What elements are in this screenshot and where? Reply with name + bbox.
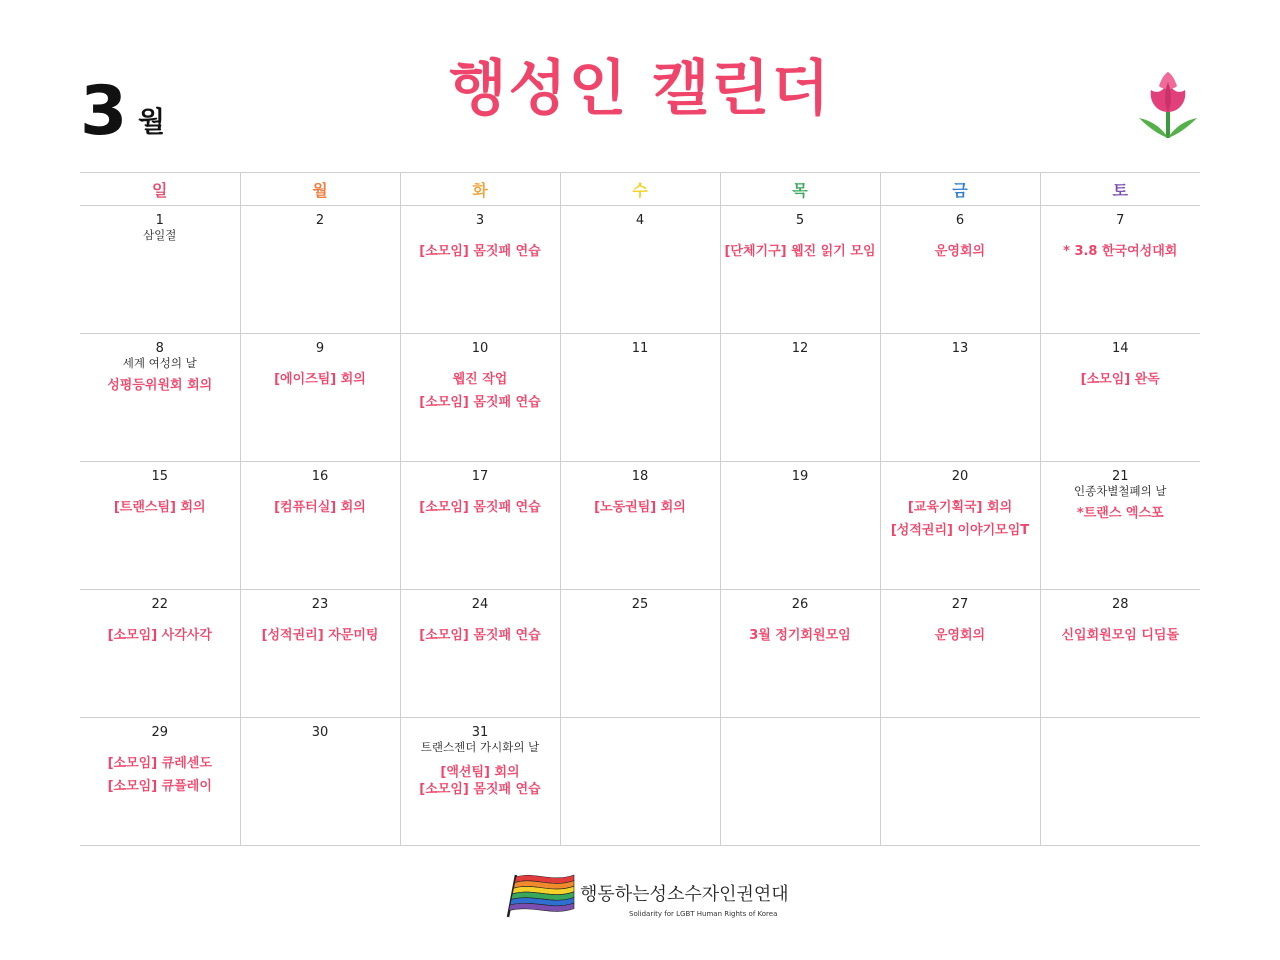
event-item[interactable]: [성적권리] 자문미팅 — [261, 628, 379, 643]
event-item[interactable]: [소모임] 몸짓패 연습 — [419, 628, 541, 643]
event-item[interactable]: 운영회의 — [934, 628, 986, 643]
day-number: 12 — [791, 341, 809, 356]
event-item[interactable]: [소모임] 큐레센도 — [107, 756, 212, 771]
event-list — [881, 496, 1040, 542]
day-cell[interactable] — [400, 334, 560, 462]
calendar-title: 행성인 캘린더 — [448, 54, 832, 124]
day-cell[interactable] — [1040, 206, 1200, 334]
event-list — [721, 240, 880, 263]
day-cell[interactable] — [880, 590, 1040, 718]
day-number: 21 — [1111, 469, 1129, 484]
day-number: 29 — [151, 725, 169, 740]
event-list — [1041, 240, 1201, 263]
day-cell[interactable] — [240, 590, 400, 718]
day-number: 26 — [791, 597, 809, 612]
event-list — [241, 368, 400, 391]
event-item[interactable]: [소모임] 큐플레이 — [107, 779, 212, 794]
day-cell[interactable] — [880, 334, 1040, 462]
event-list — [881, 240, 1040, 263]
holiday-label: 삼일절 — [143, 228, 177, 242]
day-cell[interactable] — [80, 462, 240, 590]
tulip-icon — [1133, 68, 1203, 142]
weekday-header: 금 — [880, 173, 1040, 206]
event-list — [1041, 624, 1201, 647]
holiday-label: 세계 여성의 날 — [122, 356, 197, 370]
day-number: 3 — [475, 213, 485, 228]
event-list — [401, 764, 560, 798]
day-cell[interactable] — [880, 206, 1040, 334]
day-number: 30 — [311, 725, 329, 740]
event-item[interactable]: [교육기획국] 회의 — [907, 500, 1013, 515]
event-item[interactable]: 성평등위원회 회의 — [107, 378, 213, 393]
week-row — [80, 334, 1200, 462]
day-number: 8 — [155, 341, 164, 356]
day-cell[interactable] — [720, 206, 880, 334]
day-cell[interactable] — [1040, 334, 1200, 462]
day-cell[interactable] — [240, 206, 400, 334]
day-number: 11 — [631, 341, 649, 356]
day-number: 23 — [311, 597, 329, 612]
day-cell[interactable] — [240, 718, 400, 846]
day-number: 31 — [471, 725, 489, 740]
event-list — [80, 752, 240, 798]
day-number: 2 — [315, 213, 325, 228]
day-number: 14 — [1111, 341, 1129, 356]
event-item[interactable]: 웹진 작업 — [452, 372, 508, 387]
event-list — [721, 624, 880, 647]
day-number: 18 — [631, 469, 649, 484]
event-list — [401, 240, 560, 263]
day-number: 24 — [471, 597, 489, 612]
event-list — [241, 624, 400, 647]
week-row — [80, 462, 1200, 590]
day-number: 5 — [795, 213, 805, 228]
event-item[interactable]: [소모임] 몸짓패 연습 — [419, 244, 541, 259]
day-number: 20 — [951, 469, 969, 484]
event-item[interactable]: [컴퓨터실] 회의 — [274, 500, 366, 515]
day-cell — [560, 718, 720, 846]
day-cell[interactable] — [80, 590, 240, 718]
day-cell — [880, 718, 1040, 846]
day-cell[interactable] — [400, 206, 560, 334]
day-number: 27 — [951, 597, 969, 612]
event-item[interactable]: * 3.8 한국여성대회 — [1063, 244, 1178, 259]
day-number: 9 — [315, 341, 325, 356]
event-item[interactable]: [소모임] 완독 — [1080, 372, 1160, 387]
day-cell[interactable] — [400, 462, 560, 590]
month-number: 3 — [80, 72, 128, 151]
day-number: 6 — [955, 213, 965, 228]
day-number: 28 — [1111, 597, 1129, 612]
month-unit-label: 월 — [138, 105, 166, 138]
day-cell[interactable] — [1040, 590, 1200, 718]
event-item[interactable]: *트랜스 엑스포 — [1076, 506, 1164, 521]
event-list — [1041, 502, 1201, 525]
event-item[interactable]: [단체기구] 웹진 읽기 모임 — [724, 244, 876, 259]
day-number: 1 — [155, 213, 164, 228]
event-item[interactable]: [소모임] 사각사각 — [107, 628, 212, 643]
event-item[interactable]: 운영회의 — [934, 244, 986, 259]
event-list — [1041, 368, 1201, 391]
event-item[interactable]: [성적권리] 이야기모임T — [890, 523, 1030, 538]
day-cell[interactable] — [720, 590, 880, 718]
day-number: 13 — [951, 341, 969, 356]
event-list — [561, 496, 720, 519]
day-cell[interactable] — [720, 462, 880, 590]
day-number: 17 — [471, 469, 489, 484]
week-row — [80, 590, 1200, 718]
day-number: 22 — [151, 597, 169, 612]
day-cell[interactable] — [400, 590, 560, 718]
day-cell[interactable] — [80, 334, 240, 462]
day-number: 15 — [151, 469, 169, 484]
day-number: 19 — [791, 469, 809, 484]
event-item[interactable]: [소모임] 몸짓패 연습 — [419, 395, 541, 410]
calendar-body — [80, 206, 1200, 846]
weekday-header: 월 — [240, 173, 400, 206]
day-cell[interactable] — [400, 718, 560, 846]
organization-subtitle: Solidarity for LGBT Human Rights of Korea — [629, 910, 778, 918]
day-number: 4 — [635, 213, 645, 228]
holiday-label: 트랜스젠더 가시화의 날 — [420, 740, 540, 754]
week-row — [80, 206, 1200, 334]
event-list — [401, 496, 560, 519]
event-list — [80, 496, 240, 519]
holiday-label: 인종차별철폐의 날 — [1073, 484, 1167, 498]
event-list — [881, 624, 1040, 647]
weekday-header: 수 — [560, 173, 720, 206]
event-item[interactable]: [노동권팀] 회의 — [594, 500, 686, 515]
weekday-header: 토 — [1040, 173, 1200, 206]
rainbow-flag-icon — [504, 871, 578, 919]
event-item[interactable]: [트랜스팀] 회의 — [113, 500, 206, 515]
day-number: 25 — [631, 597, 649, 612]
day-cell[interactable] — [560, 462, 720, 590]
day-number: 16 — [311, 469, 329, 484]
event-list — [401, 368, 560, 414]
weekday-header: 목 — [720, 173, 880, 206]
day-cell — [1040, 718, 1200, 846]
weekday-header: 일 — [80, 173, 240, 206]
day-cell[interactable] — [80, 718, 240, 846]
day-cell[interactable] — [880, 462, 1040, 590]
event-item[interactable]: 신입회원모임 디딤돌 — [1061, 628, 1180, 643]
event-list — [80, 624, 240, 647]
weekday-header: 화 — [400, 173, 560, 206]
organization-name: 행동하는성소수자인권연대 — [580, 884, 789, 905]
day-cell — [720, 718, 880, 846]
day-cell[interactable] — [720, 334, 880, 462]
event-item[interactable]: [액션팀] 회의 — [440, 765, 520, 780]
calendar-grid — [80, 172, 1200, 846]
day-cell[interactable] — [560, 206, 720, 334]
weekday-header-row — [80, 173, 1200, 206]
day-cell[interactable] — [80, 206, 240, 334]
event-item[interactable]: [소모임] 몸짓패 연습 — [419, 500, 541, 515]
week-row — [80, 718, 1200, 846]
event-list — [401, 624, 560, 647]
event-list — [80, 374, 240, 397]
day-cell[interactable] — [560, 590, 720, 718]
event-item[interactable]: [소모임] 몸짓패 연습 — [419, 782, 541, 797]
day-cell[interactable] — [240, 334, 400, 462]
day-number: 10 — [471, 341, 489, 356]
day-cell[interactable] — [240, 462, 400, 590]
event-list — [241, 496, 400, 519]
day-cell[interactable] — [1040, 462, 1200, 590]
day-number: 7 — [1116, 213, 1125, 228]
day-cell[interactable] — [560, 334, 720, 462]
event-item[interactable]: [에이즈팀] 회의 — [274, 372, 366, 387]
event-item[interactable]: 3월 정기회원모임 — [749, 628, 851, 643]
